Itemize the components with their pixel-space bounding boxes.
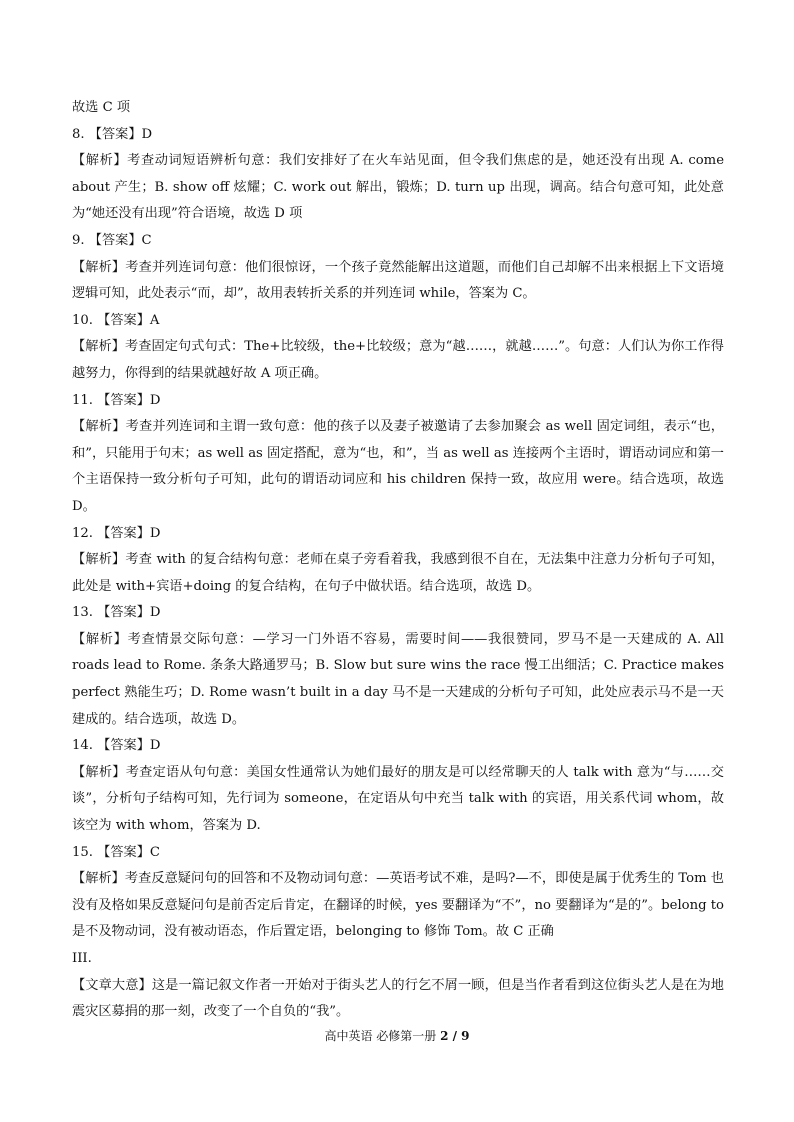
explanation-13: 【解析】考查情景交际句意：—学习一门外语不容易，需要时间——我很赞同，罗马不是一天建成的 A. All roads lead to Rome. 条条大路通罗马；B. Slow but sure wins the race 慢工出细活；C. Practice makes perfect 熟能生巧；D. Rome wasn’t built in a day 马不是一天建成的分析句子可知，此处应表示马不是一天建成的。结合选项，故选 D。 xyxy=(72,631,724,727)
page-footer xyxy=(0,1028,794,1044)
explanation-9: 【解析】考查并列连词句意：他们很惊讶，一个孩子竟然能解出这道题，而他们自己却解不出来根据上下文语境逻辑可知，此处表示“而，却”，故用表转折关系的并列连词 while，答案为 C。 xyxy=(72,259,724,302)
text-line: 故选 C 项 xyxy=(72,100,131,115)
explanation-15: 【解析】考查反意疑问句的回答和不及物动词句意：—英语考试不难，是吗?—不，即使是属于优秀生的 Tom 也没有及格如果反意疑问句是前否定后肯定，在翻译的时候，yes 要翻译为“不”，no 要翻译为“是的”。belong to 是不及物动词，没有被动语态，作后置定语，belonging to 修饰 Tom。故 C 正确 xyxy=(72,871,724,940)
explanation-14: 【解析】考查定语从句句意：美国女性通常认为她们最好的朋友是可以经常聊天的人 talk with 意为“与……交谈”，分析句子结构可知，先行词为 someone，在定语从句中充当 talk with 的宾语，用关系代词 whom，故该空为 with whom，答案为 D. xyxy=(72,764,724,834)
answer-heading-13: 13. 【答案】D xyxy=(72,605,161,621)
answer-heading-12: 12. 【答案】D xyxy=(72,525,161,541)
footer-page-number: 2 / 9 xyxy=(440,1029,470,1043)
answer-heading-10: 10. 【答案】A xyxy=(72,312,160,328)
section-heading: III. xyxy=(72,951,92,966)
answer-heading-11: 11. 【答案】D xyxy=(72,392,161,408)
explanation-8: 【解析】考查动词短语辨析句意：我们安排好了在火车站见面，但令我们焦虑的是，她还没有出现 A. come about 产生；B. show off 炫耀；C. work out 解出，锻炼；D. turn up 出现，调高。结合句意可知，此处意为“她还没有出现”符合语境，故选 D 项 xyxy=(72,153,724,222)
answer-heading-15: 15. 【答案】C xyxy=(72,844,161,860)
article-summary: 【文章大意】这是一篇记叙文作者一开始对于街头艺人的行乞不屑一顾，但是当作者看到这位街头艺人是在为地震灾区募捐的那一刻，改变了一个自负的“我”。 xyxy=(72,977,724,1020)
explanation-11: 【解析】考查并列连词和主谓一致句意：他的孩子以及妻子被邀请了去参加聚会 as well 固定词组，表示“也，和”，只能用于句末；as well as 固定搭配，意为“也，和”，当 as well as 连接两个主语时，谓语动词应和第一个主语保持一致分析句子可知，此句的谓语动词应和 his children 保持一致，故应用 were。结合选项，故选 D。 xyxy=(72,419,724,514)
footer-course-title: 高中英语 必修第一册 xyxy=(324,1029,441,1043)
answer-heading-9: 9. 【答案】C xyxy=(72,232,152,248)
explanation-10: 【解析】考查固定句式句式：The+比较级，the+比较级；意为“越……，就越……”。句意：人们认为你工作得越努力，你得到的结果就越好故 A 项正确。 xyxy=(72,339,724,381)
explanation-12: 【解析】考查 with 的复合结构句意：老师在桌子旁看着我，我感到很不自在，无法集中注意力分析句子可知，此处是 with+宾语+doing 的复合结构，在句子中做状语。结合选项，故选 D。 xyxy=(72,552,724,594)
answer-heading-14: 14. 【答案】D xyxy=(72,738,161,754)
answer-heading-8: 8. 【答案】D xyxy=(72,126,153,142)
answer-key-content xyxy=(72,95,724,1026)
